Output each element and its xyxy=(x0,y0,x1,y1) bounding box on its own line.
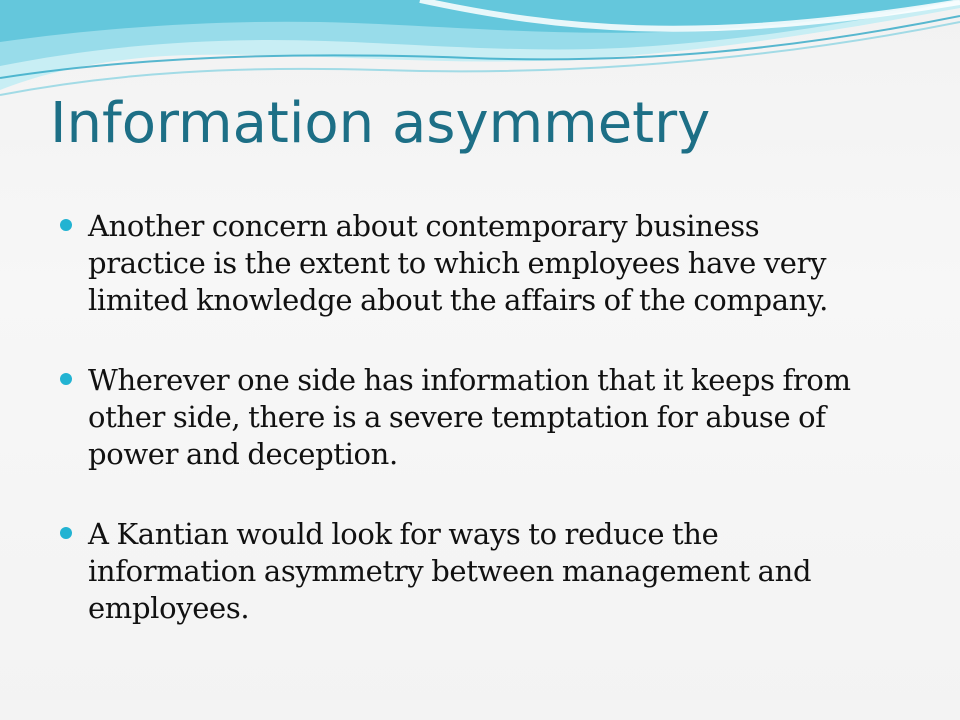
bullet-line: practice is the extent to which employees have very xyxy=(88,246,827,280)
bullet-line: power and deception. xyxy=(88,437,398,471)
bullet-line: other side, there is a severe temptation for abuse of xyxy=(88,400,826,434)
bullet-line: A Kantian would look for ways to reduce the xyxy=(88,517,719,551)
bullet-dot-icon xyxy=(60,219,72,231)
bullet-line: Another concern about contemporary business xyxy=(88,209,760,243)
bullet-line: employees. xyxy=(88,591,250,625)
bullet-line: Wherever one side has information that it keeps from xyxy=(88,363,851,397)
bullet-item xyxy=(60,208,900,319)
bullet-item xyxy=(60,362,900,473)
bullet-list xyxy=(60,208,900,670)
bullet-dot-icon xyxy=(60,373,72,385)
bullet-dot-icon xyxy=(60,527,72,539)
bullet-line: information asymmetry between management and xyxy=(88,554,812,588)
slide-title: Information asymmetry xyxy=(50,91,711,156)
bullet-line: limited knowledge about the affairs of the company. xyxy=(88,283,829,317)
bullet-item xyxy=(60,516,900,627)
